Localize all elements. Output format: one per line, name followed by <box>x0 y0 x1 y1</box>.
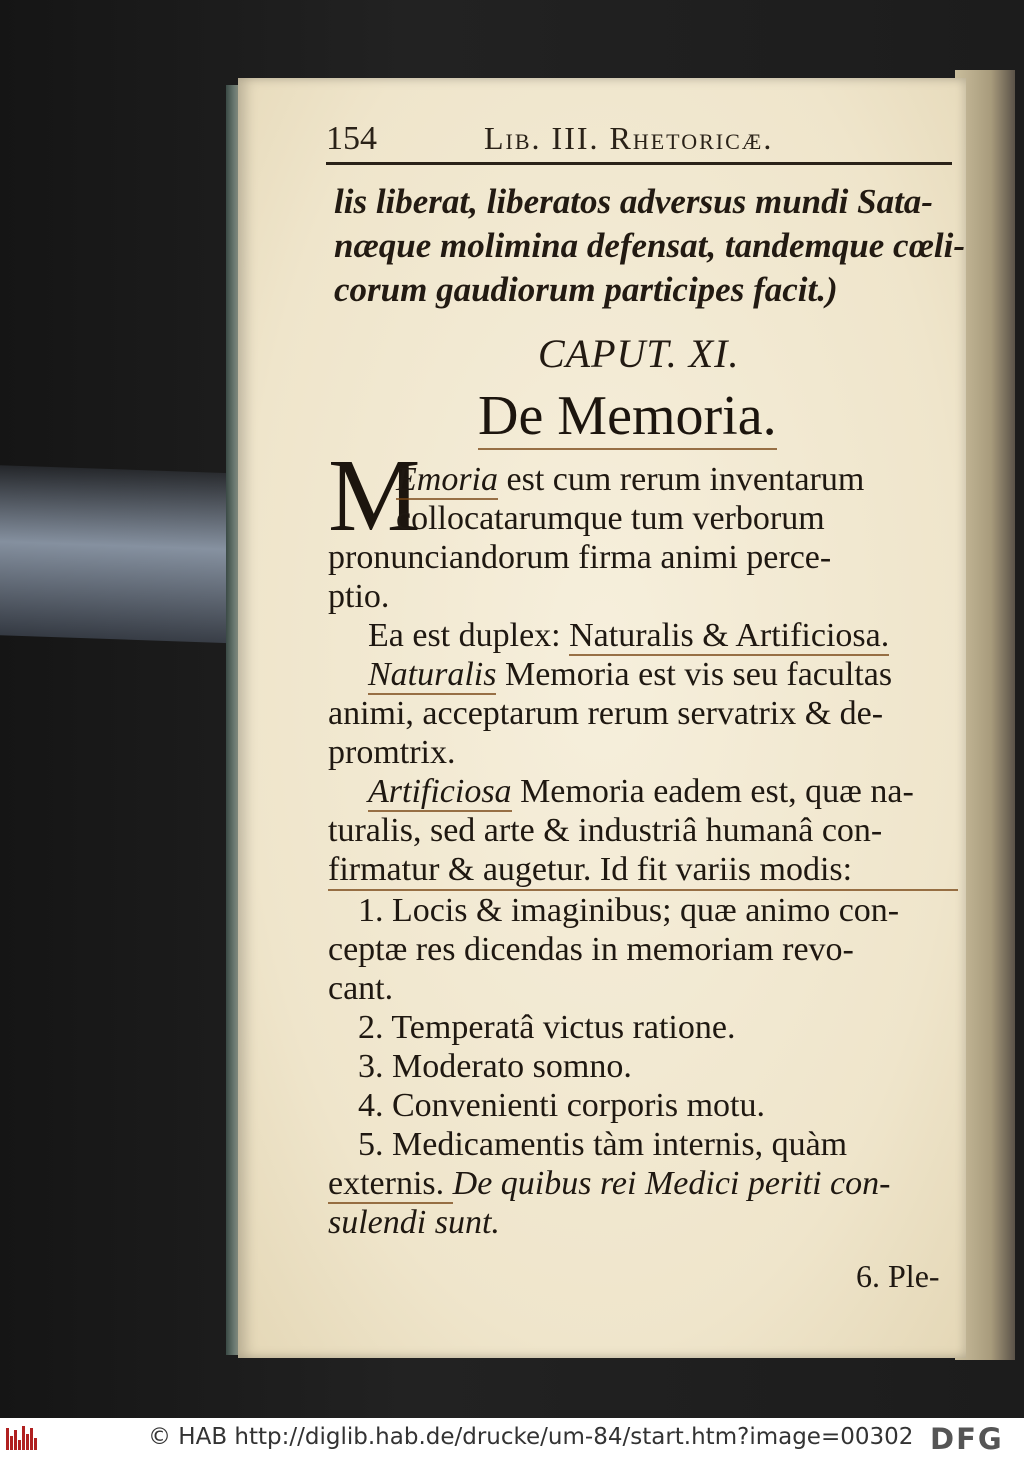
text-line <box>328 460 958 499</box>
list-item-cont: cant. <box>328 970 394 1007</box>
header-rule <box>326 162 952 165</box>
emphasis: De quibus rei Medici periti con- <box>452 1165 891 1202</box>
text-span: est cum rerum inventarum <box>498 461 865 498</box>
text-span: Ea est duplex: <box>368 617 570 654</box>
emphasis: Naturalis <box>368 656 497 693</box>
book-page <box>238 78 966 1358</box>
list-item: 3. Moderato somno. <box>358 1048 632 1085</box>
chapter-title: De Memoria. <box>478 384 777 450</box>
list-item: 5. Medicamentis tàm internis, quàm <box>358 1126 848 1163</box>
running-head: Lib. III. Rhetoricæ. <box>484 120 774 156</box>
viewer-footer <box>0 1418 1024 1458</box>
continuation-text <box>334 180 965 312</box>
emphasis: Emoria <box>396 461 498 498</box>
text-line: turalis, sed arte & industriâ humanâ con- <box>328 812 883 849</box>
text-line <box>328 616 958 655</box>
text-line: ptio. <box>328 578 390 615</box>
dfg-logo: DFG <box>930 1422 1004 1456</box>
underlined-text: externis. <box>328 1165 453 1202</box>
text-line: firmatur & augetur. Id fit variis modis: <box>328 850 958 891</box>
chapter-body <box>328 460 958 1242</box>
folio-number: 154 <box>326 120 377 157</box>
copyright-link[interactable]: © HAB http://diglib.hab.de/drucke/um-84/start.htm?image=00302 <box>148 1424 914 1450</box>
list-item: 4. Convenienti corporis motu. <box>358 1087 766 1124</box>
text-span: Memoria est vis seu facultas <box>496 656 893 693</box>
text-line: animi, acceptarum rerum servatrix & de- <box>328 695 884 732</box>
barcode-icon <box>6 1426 42 1452</box>
drop-capital: M <box>328 438 421 553</box>
list-item: 1. Locis & imaginibus; quæ animo con- <box>358 892 900 929</box>
text-line: corum gaudiorum participes facit.) <box>334 270 838 309</box>
catchword: 6. Ple- <box>856 1258 940 1294</box>
text-line <box>328 772 958 811</box>
list-item-cont: ceptæ res dicendas in memoriam revo- <box>328 931 854 968</box>
text-line: lis liberat, liberatos adversus mundi Sata- <box>334 182 933 221</box>
text-line: pronunciandorum firma animi perce- <box>328 539 832 576</box>
text-span: Memoria eadem est, quæ na- <box>511 773 914 810</box>
emphasis: Artificiosa <box>368 773 512 810</box>
text-line: sulendi sunt. <box>328 1204 500 1241</box>
text-line: collocatarumque tum verborum <box>396 500 825 537</box>
text-line: promtrix. <box>328 734 456 771</box>
underlined-text: Naturalis & Artificiosa. <box>569 617 890 654</box>
list-item: 2. Temperatâ victus ratione. <box>358 1009 736 1046</box>
page-header <box>326 120 946 160</box>
text-line <box>328 655 958 694</box>
text-line: næque molimina defensat, tandemque cœli- <box>334 226 965 265</box>
text-line <box>328 1164 958 1203</box>
chapter-number: CAPUT. XI. <box>538 331 740 376</box>
